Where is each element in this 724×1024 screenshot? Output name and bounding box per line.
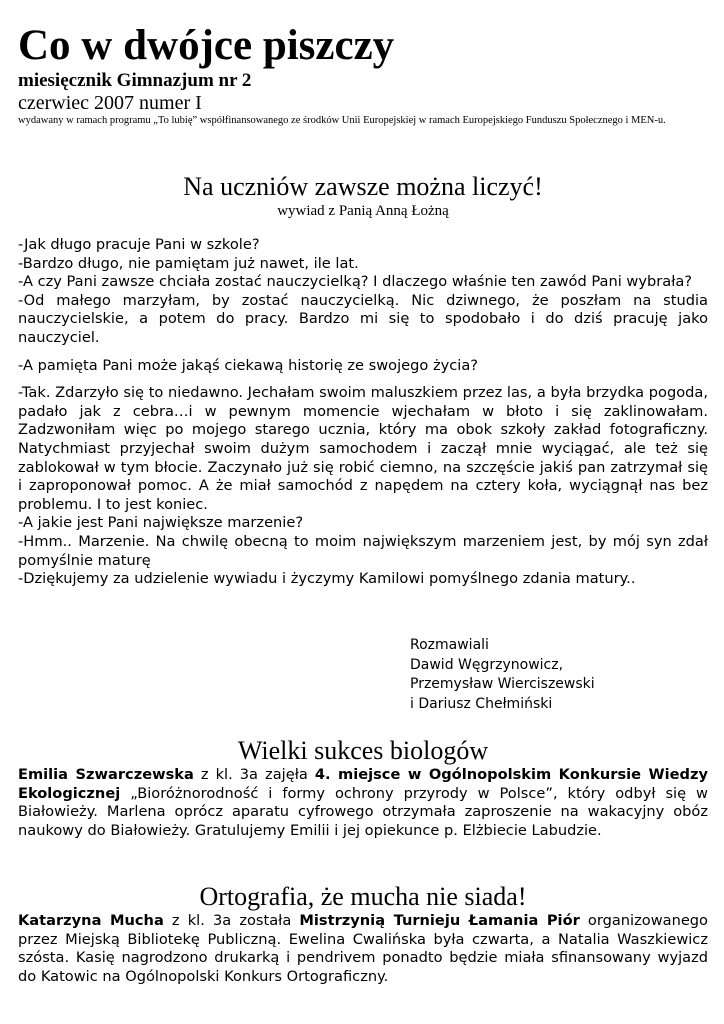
- biology-article: [18, 736, 708, 840]
- signature-line: Dawid Węgrzynowicz,: [410, 656, 564, 673]
- spelling-article: [18, 882, 708, 986]
- signature-line: Rozmawiali: [410, 637, 489, 653]
- interview-paragraph: -A pamięta Pani może jakąś ciekawą historię ze swojego życia?: [18, 356, 479, 374]
- newsletter-title: Co w dwójce piszczy: [18, 22, 395, 69]
- biology-title: Wielki sukces biologów: [237, 736, 489, 765]
- interview-paragraph: -Tak. Zdarzyło się to niedawno. Jechałam swoim maluszkiem przez las, a była brzydka pogoda, padało jak z cebra…i w pewnym momencie wjechałam w błoto i się zaklinowałam. Zadzwoniłam więc po mojego starego ucznia, który ma obok szkoły zakład fotograficzny. Natychmiast przyjechał swoim dużym samochodem i zaczął mnie wyciągać, ale też się zablokował w tym błocie. Zaczynało już się robić ciemno, na szczęście jakiś pan zatrzymał się i zaproponował pomoc. A że miał samochód z napędem na cztery koła, wyciągnął nas bez problemu. I to jest koniec.: [18, 384, 708, 513]
- student-name: Emilia Szwarczewska: [18, 766, 194, 783]
- interview-paragraph: -Od małego marzyłam, by zostać nauczycielką. Nic dziwnego, że poszłam na studia nauczycielskie, a potem do pracy. Bardzo mi się to spodobało i do dziś pracuję jako nauczyciel.: [18, 291, 708, 346]
- award-name: 4. miejsce w Ogólnopolskim Konkursie Wiedzy Ekologicznej: [18, 766, 708, 802]
- masthead: [18, 22, 708, 128]
- body-text: z kl. 3a została: [163, 912, 300, 929]
- spelling-title: Ortografia, że mucha nie siada!: [199, 882, 527, 911]
- signature-line: Przemysław Wierciszewski: [410, 676, 595, 692]
- body-text: organizowanego przez Miejską Bibliotekę Publiczną. Ewelina Cwalińska była czwarta, a Natalia Waszkiewicz szósta. Kasię nagrodzono drukarką i pendrivem ponadto będzie miała sfinansowany wyjazd do Katowic na Ogólnopolski Konkurs Ortograficzny.: [18, 912, 708, 985]
- spelling-body: [18, 912, 708, 986]
- interview-article: [18, 172, 708, 589]
- body-text: „Bioróżnorodność i formy ochrony przyrody w Polsce”, który odbył się w Białowieży. Marlena oprócz aparatu cyfrowego otrzymała zaproszenie na wakacyjny obóz naukowy do Białowieży. Gratulujemy Emilii i jej opiekunce p. Elżbiecie Labudzie.: [18, 784, 708, 839]
- interview-signature: [410, 636, 710, 714]
- interview-subtitle: wywiad z Panią Anną Łożną: [277, 203, 449, 219]
- interview-body: [18, 236, 708, 589]
- newsletter-subtitle: miesięcznik Gimnazjum nr 2: [18, 70, 252, 91]
- interview-paragraph: -A jakie jest Pani największe marzenie?: [18, 514, 304, 532]
- issue-date: czerwiec 2007 numer I: [18, 92, 202, 114]
- funding-note: wydawany w ramach programu „To lubię” współfinansowanego ze środków Unii Europejskiej w ramach Europejskiego Funduszu Społecznego i MEN-u.: [18, 115, 666, 126]
- interview-paragraph: -Jak długo pracuje Pani w szkole?: [18, 236, 260, 253]
- interview-paragraph: -Hmm.. Marzenie. Na chwilę obecną to moim największym marzeniem jest, by mój syn zdał pomyślnie maturę: [18, 532, 708, 569]
- interview-paragraph: -A czy Pani zawsze chciała zostać nauczycielką? I dlaczego właśnie ten zawód Pani wybrała?: [18, 273, 693, 291]
- interview-paragraph: -Bardzo długo, nie pamiętam już nawet, ile lat.: [18, 254, 359, 272]
- student-name: Katarzyna Mucha: [18, 912, 164, 929]
- interview-title: Na uczniów zawsze można liczyć!: [183, 172, 543, 201]
- award-name: Mistrzynią Turnieju Łamania Piór: [299, 912, 580, 929]
- signature-line: i Dariusz Chełmiński: [410, 695, 553, 712]
- body-text: z kl. 3a zajęła: [193, 766, 315, 783]
- biology-body: [18, 766, 708, 840]
- interview-paragraph: -Dziękujemy za udzielenie wywiadu i życzymy Kamilowi pomyślnego zdania matury..: [18, 570, 636, 588]
